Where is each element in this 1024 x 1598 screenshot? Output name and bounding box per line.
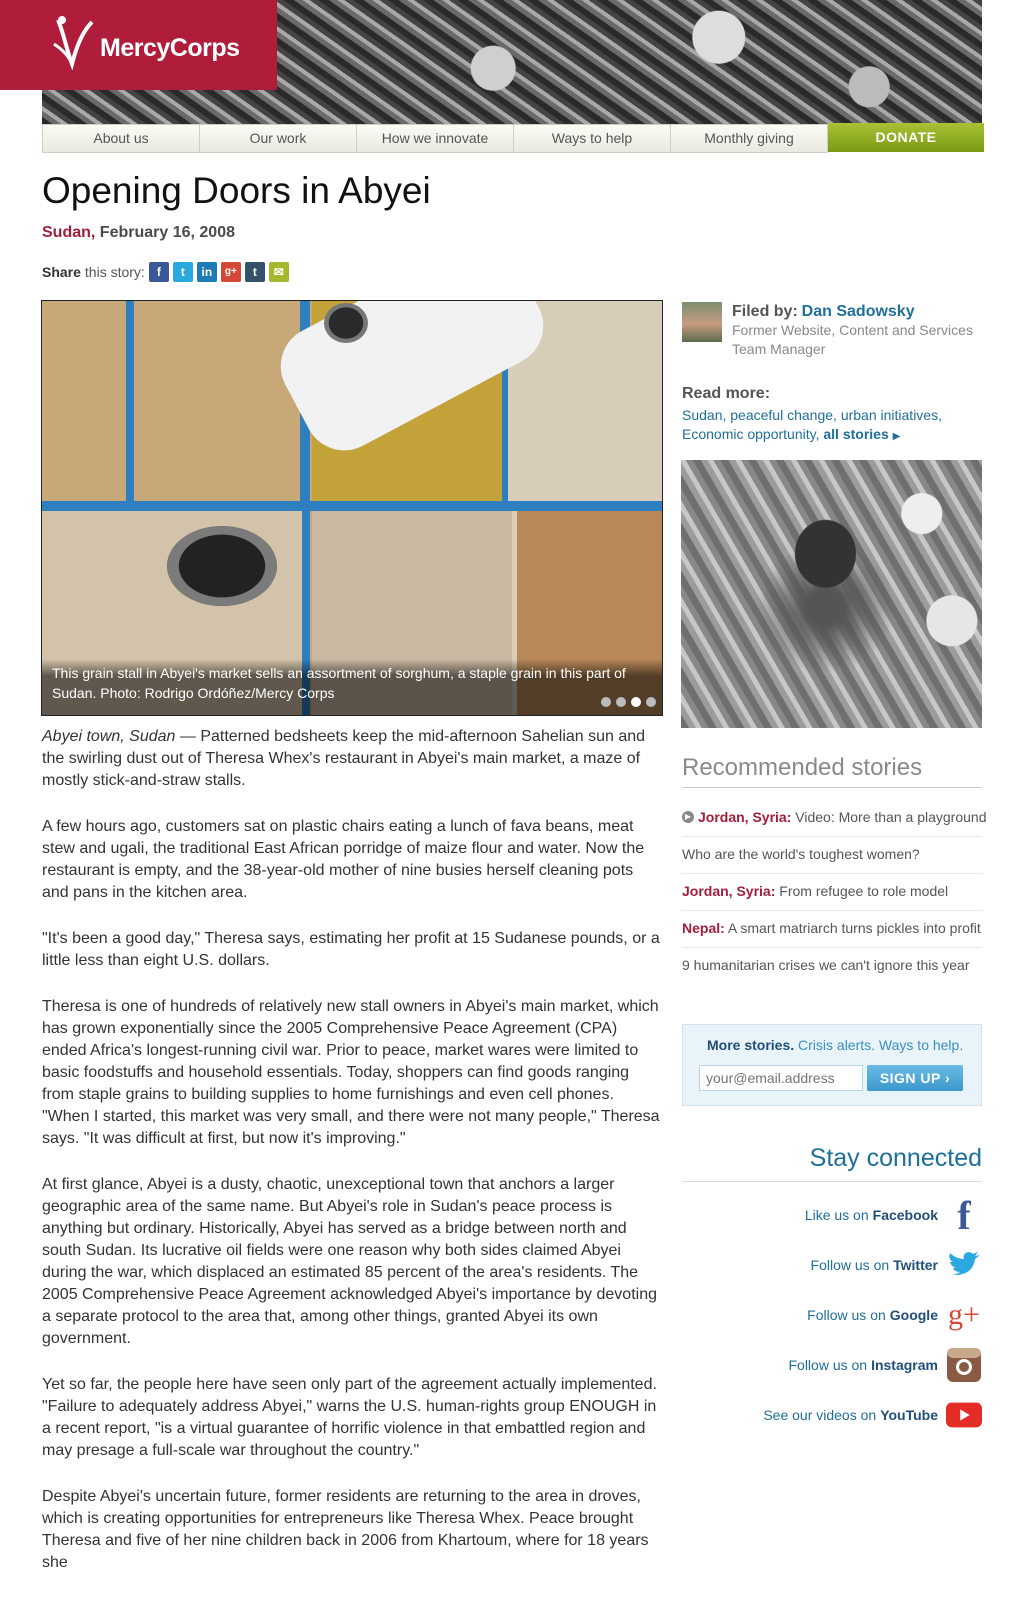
tumblr-icon[interactable]: t [245, 262, 265, 282]
donate-button[interactable]: DONATE [828, 123, 984, 152]
article-paragraph: "It's been a good day," Theresa says, estimating her profit at 15 Sudanese pounds, or a little less than eight U.S. dollars. [42, 930, 660, 969]
recommended-item[interactable]: Nepal: A smart matriarch turns pickles into profit [682, 911, 982, 948]
share-bar [42, 262, 293, 282]
social-facebook-link[interactable]: Like us on Facebook f [682, 1190, 982, 1240]
lead-place: Abyei town, Sudan [42, 728, 176, 745]
article-photo[interactable] [41, 300, 663, 716]
filed-label: Filed by: [732, 303, 798, 320]
nav-monthly-giving[interactable]: Monthly giving [671, 124, 828, 153]
play-icon: ▶ [682, 811, 694, 823]
mercycorps-logo[interactable] [0, 0, 277, 90]
photo-caption: This grain stall in Abyei's market sells an assortment of sorghum, a staple grain in this part of Sudan. Photo: Rodrigo Ordóñez/Mercy Corps [42, 659, 662, 715]
twitter-icon[interactable]: t [173, 262, 193, 282]
read-more-link-peaceful-change[interactable]: peaceful change [730, 407, 834, 423]
slideshow-dots [596, 697, 656, 707]
recommended-item[interactable]: ▶ Jordan, Syria: Video: More than a playground [682, 800, 982, 837]
chevron-right-icon: ▶ [892, 431, 901, 442]
twitter-icon [946, 1247, 982, 1283]
sidebar-photo[interactable] [681, 460, 982, 728]
recommended-title: Recommended stories [682, 754, 982, 788]
googleplus-icon[interactable]: g+ [221, 262, 241, 282]
article-paragraph: A few hours ago, customers sat on plastic chairs eating a lunch of fava beans, meat stew and ugali, the traditional East African porridge of maize flour and water. Now the restaurant is empty, and the 38-year-old mother of nine busies herself cleaning pots and pans in the kitchen area. [42, 818, 645, 901]
slide-dot-3[interactable] [631, 697, 641, 707]
author-role: Former Website, Content and Services Team Manager [732, 322, 973, 357]
article-paragraph: At first glance, Abyei is a dusty, chaotic, unexceptional town that anchors a larger geographic area of the same name. But Abyei's role in Sudan's peace process is anything but ordinary. Historically, Abyei has served as a bridge between north and south Sudan. Its lucrative oil fields were one reason why both sides claimed Abyei during the war, which displaced an estimated 85 percent of the area's residents. The 2005 Comprehensive Peace Agreement acknowledged Abyei's importance by devoting a separate protocol to the area that, among other things, granted Abyei its own government. [42, 1176, 657, 1347]
dateline-date: February 16, 2008 [99, 224, 235, 241]
signup-heading: More stories. Crisis alerts. Ways to help. [707, 1037, 964, 1053]
signup-button[interactable]: SIGN UP › [867, 1065, 963, 1091]
nav-our-work[interactable]: Our work [200, 124, 357, 153]
stay-connected-title: Stay connected [682, 1144, 982, 1182]
facebook-icon[interactable]: f [149, 262, 169, 282]
instagram-icon [946, 1347, 982, 1383]
social-twitter-link[interactable]: Follow us on Twitter [682, 1240, 982, 1290]
share-label: Share [42, 264, 81, 280]
mercycorps-logo-icon [50, 14, 96, 70]
article-paragraph: Yet so far, the people here have seen only part of the agreement actually implemented. "Failure to adequately address Abyei," warns the U.S. human-rights group ENOUGH in a recent report, "is a virtual guarantee of horrific violence in that embattled region and may presage a full-scale war throughout the country." [42, 1376, 657, 1459]
dateline [42, 224, 235, 242]
social-youtube-link[interactable]: See our videos on YouTube [682, 1390, 982, 1440]
nav-ways-to-help[interactable]: Ways to help [514, 124, 671, 153]
googleplus-icon: g+ [948, 1298, 980, 1331]
email-field[interactable] [699, 1065, 863, 1091]
article-body [42, 726, 662, 1598]
author-link[interactable]: Dan Sadowsky [801, 303, 915, 320]
youtube-icon [946, 1397, 982, 1433]
read-more-link-sudan[interactable]: Sudan [682, 407, 723, 423]
page-title: Opening Doors in Abyei [42, 170, 431, 211]
brand-name: MercyCorps [100, 34, 240, 62]
dateline-location[interactable]: Sudan, [42, 224, 96, 241]
article-paragraph: Despite Abyei's uncertain future, former residents are returning to the area in droves, which is creating opportunities for entrepreneurs like Theresa Whex. Peace brought Theresa and five of her nine children back in 2006 from Khartoum, where for 18 years she [42, 1488, 649, 1571]
slide-dot-1[interactable] [601, 697, 611, 707]
main-nav [42, 124, 984, 153]
recommended-item[interactable]: Jordan, Syria: From refugee to role model [682, 874, 982, 911]
read-more-link-urban-initiatives[interactable]: urban initiatives [840, 407, 939, 423]
slide-dot-2[interactable] [616, 697, 626, 707]
linkedin-icon[interactable]: in [197, 262, 217, 282]
read-more-link-economic-opportunity[interactable]: Economic opportunity [682, 426, 816, 442]
recommended-item[interactable]: Who are the world's toughest women? [682, 837, 982, 874]
author-avatar[interactable] [682, 302, 722, 342]
recommended-item[interactable]: 9 humanitarian crises we can't ignore this year [682, 957, 970, 973]
all-stories-link[interactable]: all stories [823, 426, 889, 442]
newsletter-signup [682, 1024, 982, 1106]
nav-how-we-innovate[interactable]: How we innovate [357, 124, 514, 153]
recommended-list [682, 800, 987, 984]
slide-dot-4[interactable] [646, 697, 656, 707]
social-instagram-link[interactable]: Follow us on Instagram [682, 1340, 982, 1390]
nav-about-us[interactable]: About us [42, 124, 200, 153]
facebook-icon: f [957, 1192, 971, 1238]
social-links [682, 1190, 982, 1440]
read-more-label: Read more: [682, 385, 771, 402]
article-paragraph: Abyei town, Sudan — Patterned bedsheets keep the mid-afternoon Sahelian sun and the swirling dust out of Theresa Whex's restaurant in Abyei's main market, a maze of mostly stick-and-straw stalls. [42, 728, 646, 789]
read-more: Read more: Sudan, peaceful change, urban initiatives, Economic opportunity, all stories ▶ [682, 384, 982, 446]
social-google-link[interactable]: Follow us on Google g+ [682, 1290, 982, 1340]
article-paragraph: Theresa is one of hundreds of relatively new stall owners in Abyei's main market, which has grown exponentially since the 2005 Comprehensive Peace Agreement (CPA) ended Africa's longest-running civil war. Prior to peace, market wares were limited to basic foodstuffs and household essentials. Today, shoppers can find goods ranging from staple grains to building supplies to home furnishings and even cell phones. "When I started, this market was very small, and there were not many people," Theresa says. "It was difficult at first, but now it's improving." [42, 998, 660, 1147]
share-suffix: this story: [84, 264, 145, 280]
email-icon[interactable]: ✉ [269, 262, 289, 282]
